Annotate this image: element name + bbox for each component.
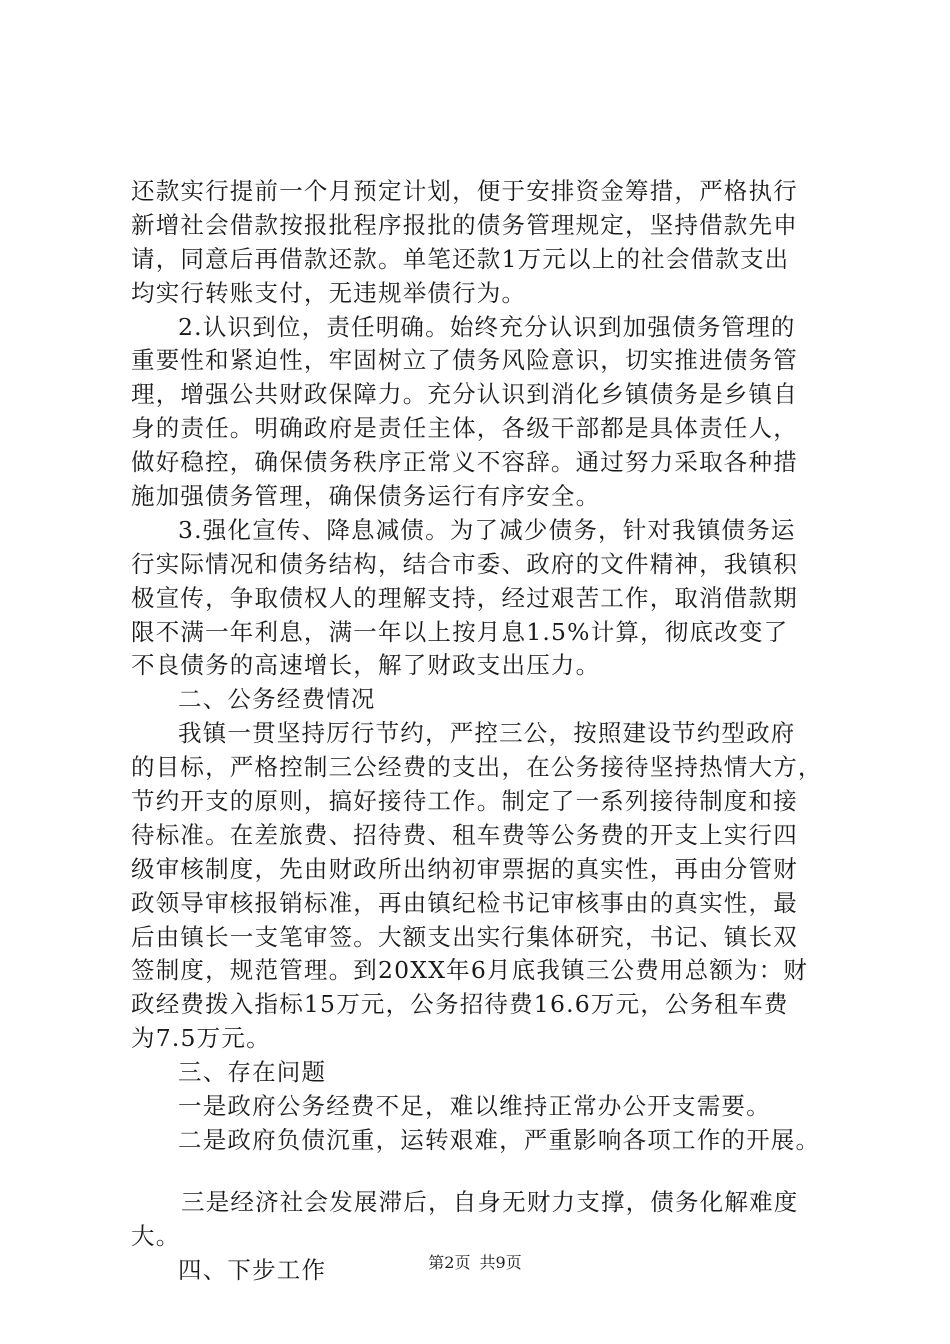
paragraph-line: 三是经济社会发展滞后，自身无财力支撑，债务化解难度: [181, 1187, 799, 1216]
page-total: 共9页: [479, 1253, 522, 1272]
paragraph-line: 极宣传，争取债权人的理解支持，经过艰苦工作，取消借款期: [131, 583, 798, 612]
paragraph-line: 一是政府公务经费不足，难以维持正常办公开支需要。: [178, 1092, 771, 1121]
paragraph-line: 3.强化宣传、降息减债。为了减少债务，针对我镇债务运: [178, 515, 796, 544]
paragraph-line: 身的责任。明确政府是责任主体，各级干部都是具体责任人，: [131, 414, 798, 443]
section-heading: 四、下步工作: [178, 1255, 327, 1284]
paragraph-line: 不良债务的高速增长，解了财政支出压力。: [131, 651, 601, 680]
page-footer: [0, 1252, 950, 1274]
paragraph-line: 行实际情况和债务结构，结合市委、政府的文件精神，我镇积: [131, 549, 798, 578]
paragraph-line: 的目标，严格控制三公经费的支出，在公务接待坚持热情大方，: [131, 753, 823, 782]
section-heading: 二、公务经费情况: [178, 685, 376, 714]
document-body: [131, 175, 851, 1288]
paragraph-line: 做好稳控，确保债务秩序正常义不容辞。通过努力采取各种措: [131, 448, 798, 477]
paragraph-line: 待标准。在差旅费、招待费、租车费等公务费的开支上实行四: [131, 820, 798, 849]
paragraph-line: 签制度，规范管理。到20XX年6月底我镇三公费用总额为：财: [131, 956, 809, 985]
paragraph-line: 大。: [131, 1221, 181, 1250]
paragraph-line: 重要性和紧迫性，牢固树立了债务风险意识，切实推进债务管: [131, 346, 798, 375]
paragraph-line: 政经费拨入指标15万元，公务招待费16.6万元，公务租车费: [131, 990, 789, 1019]
paragraph-line: 施加强债务管理，确保债务运行有序安全。: [131, 482, 601, 511]
paragraph-line: 请，同意后再借款还款。单笔还款1万元以上的社会借款支出: [131, 244, 790, 273]
page-number: 第2页: [428, 1253, 471, 1272]
paragraph-line: 后由镇长一支笔审签。大额支出实行集体研究，书记、镇长双: [131, 922, 798, 951]
paragraph-line: 二是政府负债沉重，运转艰难，严重影响各项工作的开展。: [178, 1125, 821, 1154]
paragraph-line: 节约开支的原则，搞好接待工作。制定了一系列接待制度和接: [131, 787, 798, 816]
paragraph-line: 级审核制度，先由财政所出纳初审票据的真实性，再由分管财: [131, 854, 798, 883]
paragraph-line: 2.认识到位，责任明确。始终充分认识到加强债务管理的: [178, 312, 796, 341]
paragraph-line: 理，增强公共财政保障力。充分认识到消化乡镇债务是乡镇自: [131, 380, 798, 409]
paragraph-line: 政领导审核报销标准，再由镇纪检书记审核事由的真实性，最: [131, 888, 798, 917]
paragraph-line: 我镇一贯坚持厉行节约，严控三公，按照建设节约型政府: [178, 719, 796, 748]
section-heading: 三、存在问题: [178, 1058, 327, 1087]
paragraph-line: 均实行转账支付，无违规举债行为。: [131, 278, 527, 307]
paragraph-line: 新增社会借款按报批程序报批的债务管理规定，坚持借款先申: [131, 210, 798, 239]
paragraph-line: 还款实行提前一个月预定计划，便于安排资金筹措，严格执行: [131, 177, 798, 205]
paragraph-line: 为7.5万元。: [131, 1024, 271, 1053]
paragraph-line: 限不满一年利息，满一年以上按月息1.5%计算，彻底改变了: [131, 617, 789, 646]
